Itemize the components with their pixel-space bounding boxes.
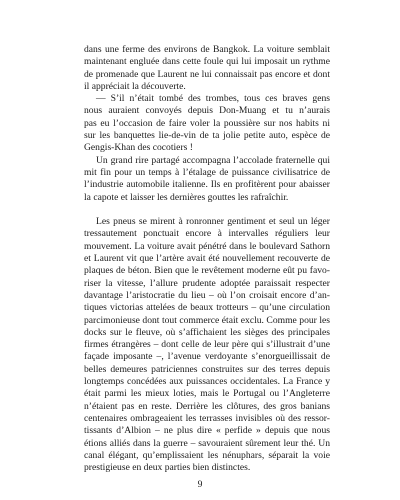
text-line: plaques de béton. Bien que le revêtement moderne eût pu favo- bbox=[84, 265, 330, 277]
text-line: davantage l’aristocratie du lieu – où l’on croisait encore d’an- bbox=[84, 289, 330, 301]
text-line: tiques victorias attelées de beaux trotteurs – qu’une circulation bbox=[84, 302, 330, 314]
text-line: mouvement. La voiture avait pénétré dans le boulevard Sathorn bbox=[84, 240, 330, 252]
text-line: de promenade que Laurent ne lui connaissait pas encore et dont bbox=[84, 68, 330, 80]
page-number: 9 bbox=[197, 479, 203, 490]
paragraph-gap bbox=[84, 204, 330, 216]
text-line: la capote et laisser les dernières gouttes les rafraîchir. bbox=[84, 191, 289, 203]
paragraph bbox=[84, 155, 330, 204]
text-line: tressautement ponctuait encore à intervalles réguliers leur bbox=[84, 228, 330, 240]
text-line: Les pneus se mirent à ronronner gentiment et seul un léger bbox=[96, 216, 330, 228]
text-line: et Laurent vit que l’artère avait été nouvellement recouverte de bbox=[84, 253, 330, 265]
text-line: — S’il n’était tombé des trombes, tous ces braves gens bbox=[96, 93, 330, 105]
text-line: Un grand rire partagé accompagna l’accolade fraternelle qui bbox=[96, 154, 330, 166]
text-line: façade imposante –, l’avenue verdoyante s’enorgueillissait de bbox=[84, 351, 330, 363]
text-line: l’industrie automobile italienne. Ils en profitèrent pour abaisser bbox=[84, 179, 330, 191]
text-line: firmes étrangères – dont celle de leur père qui s’illustrait d’une bbox=[84, 339, 330, 351]
text-line: nous auraient convoyés depuis Don-Muang et tu n’aurais bbox=[84, 105, 330, 117]
text-line: parcimonieuse dont tout commerce était exclu. Comme pour les bbox=[84, 314, 330, 326]
text-line: canal élégant, qu’emplissaient les nénuphars, séparait la voie bbox=[84, 449, 330, 461]
text-line: prestigieuse en deux parties bien distinctes. bbox=[84, 462, 251, 474]
text-line: pas eu l’occasion de faire voler la poussière sur nos habits ni bbox=[84, 117, 330, 129]
body-text bbox=[84, 44, 330, 474]
text-line: docks sur le fleuve, où s’affichaient les sièges des principales bbox=[84, 326, 330, 338]
text-line: il appréciait la découverte. bbox=[84, 80, 186, 92]
text-line: longtemps concédées aux puissances occidentales. La France y bbox=[84, 376, 330, 388]
text-line: sur les banquettes lie-de-vin de ta jolie petite auto, espèce de bbox=[84, 130, 330, 142]
text-line: dans une ferme des environs de Bangkok. La voiture semblait bbox=[84, 44, 330, 55]
text-line: n’étaient pas en reste. Derrière les clôtures, des gros banians bbox=[84, 400, 330, 412]
text-line: riser la vitesse, l’allure prudente adoptée paraissait respecter bbox=[84, 277, 330, 289]
text-line: Gengis-Khan des cocotiers ! bbox=[84, 142, 193, 154]
paragraph bbox=[84, 216, 330, 474]
text-line: centenaires ombrageaient les terrasses invisibles où des ressor- bbox=[84, 412, 330, 424]
text-line: mit fin pour un temps à l’étalage de puissance civilisatrice de bbox=[84, 166, 330, 178]
text-line: maintenant engluée dans cette foule qui lui imposait un rythme bbox=[84, 56, 330, 68]
text-line: tissants d’Albion – ne plus dire « perfide » depuis que nous bbox=[84, 425, 330, 437]
text-line: belles demeures patriciennes construites sur des terres depuis bbox=[84, 363, 330, 375]
paragraph bbox=[84, 93, 330, 154]
text-line: étions alliés dans la guerre – savouraient sûrement leur thé. Un bbox=[84, 437, 330, 449]
paragraph bbox=[84, 44, 330, 93]
text-line: était parmi les mieux loties, mais le Portugal ou l’Angleterre bbox=[84, 388, 330, 400]
